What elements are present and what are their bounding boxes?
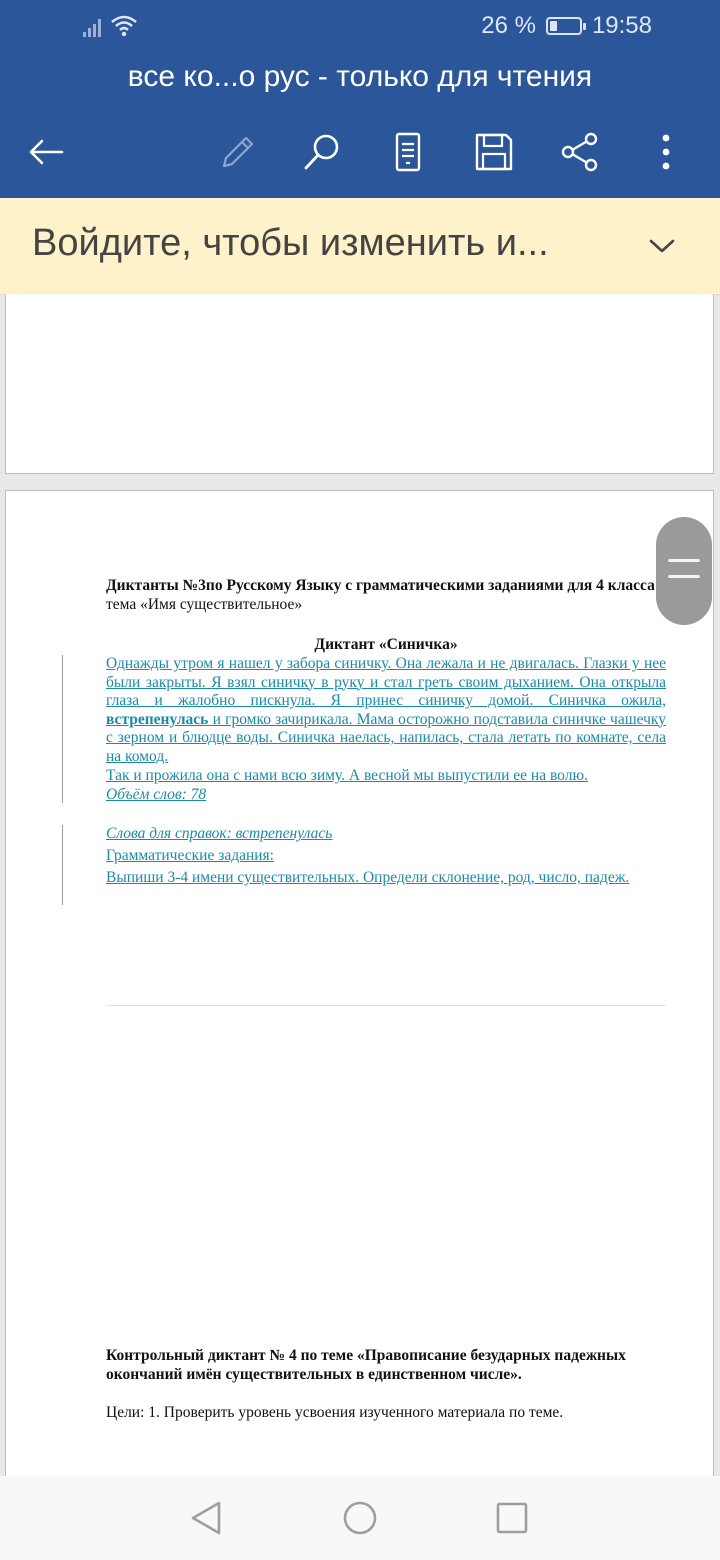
word-count[interactable]: Объём слов: 78 bbox=[106, 786, 207, 803]
search-icon bbox=[302, 132, 342, 172]
goals-text: Цели: 1. Проверить уровень усвоения изученного материала по теме. bbox=[106, 1404, 564, 1421]
nav-recents-button[interactable] bbox=[490, 1496, 534, 1540]
pencil-icon bbox=[216, 132, 256, 172]
battery-percent: 26 % bbox=[481, 12, 536, 39]
document-page bbox=[5, 490, 714, 1480]
doc-heading bbox=[106, 577, 666, 614]
grammar-task[interactable]: Выпиши 3-4 имени существительных. Определи склонение, род, число, падеж. bbox=[106, 869, 630, 886]
status-icons bbox=[82, 14, 138, 38]
sign-in-banner[interactable] bbox=[0, 198, 720, 295]
nav-back-button[interactable] bbox=[184, 1496, 228, 1540]
reference-words[interactable]: Слова для справок: встрепенулась bbox=[106, 825, 333, 842]
app-header bbox=[0, 0, 720, 198]
revision-bar-2 bbox=[62, 825, 63, 905]
wifi-icon bbox=[110, 14, 138, 38]
back-button[interactable] bbox=[24, 130, 68, 174]
signal-icon bbox=[82, 16, 104, 38]
more-options-button[interactable] bbox=[644, 130, 688, 174]
dictation-last-line[interactable]: Так и прожила она с нами всю зиму. А весной мы выпустили ее на волю. bbox=[106, 767, 588, 784]
scroll-handle[interactable] bbox=[656, 517, 712, 625]
navigation-bar bbox=[0, 1476, 720, 1560]
reading-view-icon bbox=[393, 132, 423, 172]
battery-icon bbox=[546, 17, 582, 35]
save-button[interactable] bbox=[472, 130, 516, 174]
battery-level-fill bbox=[550, 21, 557, 31]
save-icon bbox=[474, 132, 514, 172]
dictation-title: Диктант «Синичка» bbox=[314, 636, 458, 653]
handle-grip-line bbox=[668, 559, 700, 562]
toolbar bbox=[0, 120, 720, 184]
banner-expand-button[interactable] bbox=[642, 228, 682, 264]
document-page-previous bbox=[5, 294, 714, 474]
clock: 19:58 bbox=[591, 12, 652, 39]
dictation-paragraph[interactable]: Однажды утром я нашел у забора синичку. Она лежала и не двигалась. Глазки у нее были закрыты. Я взял синичку в руку и стал греть своим дыханием. Она открыла глаза и жалобно пискнула. Я принес синичку домой. Синичка ожила, встрепенулась и громко зачирикала. Мама осторожно подставила синичке чашечку с зерном и блюдце воды. Синичка наелась, напилась, стала летать по комнате, села на комод. bbox=[106, 655, 666, 765]
triangle-back-icon bbox=[189, 1500, 223, 1536]
share-icon bbox=[560, 132, 600, 172]
status-right bbox=[481, 12, 652, 40]
control-dictation-title: Контрольный диктант № 4 по теме «Правописание безударных падежных окончаний имён существительных в единственном числе». bbox=[106, 1347, 626, 1383]
nav-home-button[interactable] bbox=[338, 1496, 382, 1540]
more-vertical-icon bbox=[660, 132, 672, 172]
status-bar bbox=[0, 0, 720, 56]
document-title: все ко...о рус - только для чтения bbox=[127, 60, 593, 93]
doc-heading-rest: тема «Имя существительное» bbox=[106, 595, 303, 613]
chevron-down-icon bbox=[649, 238, 675, 254]
reading-view-button[interactable] bbox=[386, 130, 430, 174]
square-recents-icon bbox=[495, 1501, 529, 1535]
edit-button[interactable] bbox=[214, 130, 258, 174]
share-button[interactable] bbox=[558, 130, 602, 174]
grammar-tasks-label[interactable]: Грамматические задания: bbox=[106, 847, 274, 864]
handle-grip-line bbox=[668, 575, 700, 578]
revision-bar bbox=[62, 655, 63, 803]
search-button[interactable] bbox=[300, 130, 344, 174]
back-arrow-icon bbox=[26, 137, 66, 167]
sign-in-text: Войдите, чтобы изменить и... bbox=[32, 222, 549, 264]
circle-home-icon bbox=[342, 1500, 378, 1536]
doc-heading-bold: Диктанты №3по Русскому Языку с грамматическими заданиями для 4 класса bbox=[106, 577, 655, 594]
page-divider bbox=[106, 1005, 666, 1006]
